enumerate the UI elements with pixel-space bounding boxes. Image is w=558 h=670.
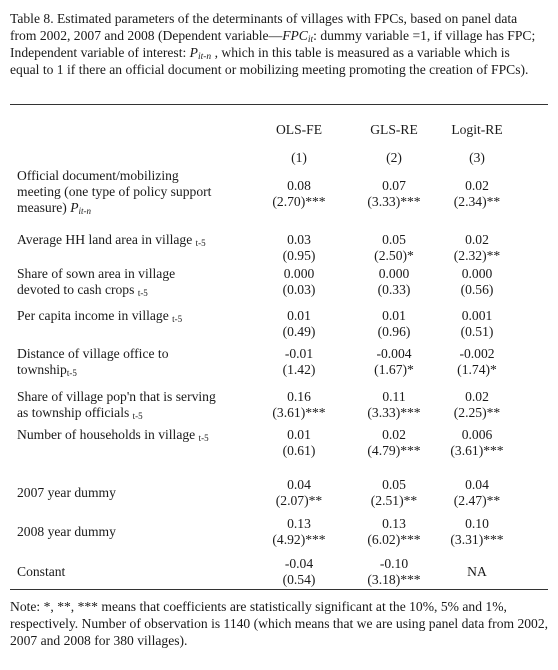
table-cell xyxy=(254,266,344,298)
coefficient: 0.01 xyxy=(287,427,311,442)
coefficient: 0.01 xyxy=(382,308,406,323)
caption-text-2: : dummy variable =1, if village has FPC; Independent variable of interest: xyxy=(10,28,536,60)
row-label: Share of sown area in village devoted to cash crops $_{t-5}$ xyxy=(17,266,176,298)
coefficient: 0.05 xyxy=(382,232,406,247)
table-cell xyxy=(349,346,439,378)
caption-text-1: Table 8. Estimated parameters of the determinants of villages with FPCs, based on panel data from 2002, 2007 and 2008 (Dependent variable— xyxy=(10,11,518,43)
coefficient: -0.04 xyxy=(284,556,314,571)
coefficient: 0.000 xyxy=(283,266,315,281)
table-cell xyxy=(432,477,522,509)
test-statistic: (3.31)*** xyxy=(450,532,504,547)
coefficient: 0.13 xyxy=(382,516,406,531)
coefficient: -0.10 xyxy=(379,556,409,571)
coefficient: 0.13 xyxy=(287,516,311,531)
coefficient: -0.002 xyxy=(459,346,495,361)
bottom-rule xyxy=(10,589,548,590)
table-cell xyxy=(254,178,344,210)
table-cell xyxy=(254,232,344,264)
row-label: Distance of village office to township$_{t-5}$ xyxy=(17,346,169,378)
column-header-gls-re: GLS-RE xyxy=(370,122,418,137)
column-number-1: (1) xyxy=(291,150,307,165)
test-statistic: (2.47)** xyxy=(453,493,501,508)
fpc-variable: $FPC_{it}$ xyxy=(282,28,314,45)
top-rule xyxy=(10,104,548,105)
column-number-2: (2) xyxy=(386,150,402,165)
table-cell xyxy=(254,477,344,509)
column-header-logit-re: Logit-RE xyxy=(451,122,503,137)
column-header-ols-fe: OLS-FE xyxy=(275,122,323,137)
test-statistic: (2.51)** xyxy=(370,493,418,508)
coefficient: 0.02 xyxy=(382,427,406,442)
coefficient: 0.000 xyxy=(461,266,493,281)
table-caption xyxy=(10,10,542,78)
coefficient: -0.01 xyxy=(284,346,314,361)
table-cell xyxy=(254,308,344,340)
test-statistic: (3.33)*** xyxy=(367,194,421,209)
table-cell xyxy=(254,516,344,548)
table-cell xyxy=(432,389,522,421)
test-statistic: (2.50)* xyxy=(374,248,414,263)
row-label: Constant xyxy=(17,564,66,579)
coefficient: 0.02 xyxy=(465,232,489,247)
table-cell xyxy=(349,516,439,548)
test-statistic: (3.33)*** xyxy=(367,405,421,420)
table-cell xyxy=(254,427,344,459)
test-statistic: (0.96) xyxy=(377,324,411,339)
test-statistic: (2.70)*** xyxy=(272,194,326,209)
row-label: Official document/mobilizing meeting (one type of policy support measure) $P_{it-n}$ xyxy=(17,168,212,216)
coefficient: 0.02 xyxy=(465,389,489,404)
test-statistic: (3.61)*** xyxy=(450,443,504,458)
table-cell xyxy=(432,178,522,210)
test-statistic: (2.32)** xyxy=(453,248,501,263)
row-label: Average HH land area in village $_{t-5}$ xyxy=(17,232,206,248)
table-cell xyxy=(349,178,439,210)
test-statistic: (0.03) xyxy=(282,282,316,297)
table-cell xyxy=(432,427,522,459)
table-cell xyxy=(349,232,439,264)
table-cell xyxy=(349,477,439,509)
coefficient: 0.001 xyxy=(461,308,493,323)
table-cell xyxy=(432,308,522,340)
table-cell xyxy=(254,389,344,421)
coefficient: 0.02 xyxy=(465,178,489,193)
table-cell xyxy=(432,564,522,580)
test-statistic: (0.51) xyxy=(460,324,494,339)
coefficient: 0.04 xyxy=(465,477,489,492)
coefficient: 0.16 xyxy=(287,389,311,404)
test-statistic: (0.95) xyxy=(282,248,316,263)
coefficient: 0.01 xyxy=(287,308,311,323)
test-statistic: (0.56) xyxy=(460,282,494,297)
coefficient: 0.11 xyxy=(382,389,406,404)
row-label: 2007 year dummy xyxy=(17,485,116,500)
coefficient: 0.08 xyxy=(287,178,311,193)
table-cell xyxy=(349,427,439,459)
coefficient: 0.05 xyxy=(382,477,406,492)
test-statistic: (3.18)*** xyxy=(367,572,421,587)
column-number-3: (3) xyxy=(469,150,485,165)
table-cell xyxy=(432,516,522,548)
coefficient: 0.10 xyxy=(465,516,489,531)
row-label: Number of households in village $_{t-5}$ xyxy=(17,427,209,443)
test-statistic: (4.79)*** xyxy=(367,443,421,458)
coefficient: 0.006 xyxy=(461,427,493,442)
caption-text-3: , which in this table is measured as a variable which is equal to 1 if there an official document or mobilizing meeting promoting the creation of FPCs). xyxy=(10,45,529,77)
p-variable: $P_{it-n}$ xyxy=(189,45,212,62)
test-statistic: (1.67)* xyxy=(374,362,414,377)
table-cell xyxy=(349,308,439,340)
test-statistic: (0.49) xyxy=(282,324,316,339)
coefficient: NA xyxy=(467,564,487,579)
coefficient: 0.04 xyxy=(287,477,311,492)
test-statistic: (4.92)*** xyxy=(272,532,326,547)
test-statistic: (3.61)*** xyxy=(272,405,326,420)
coefficient: 0.07 xyxy=(382,178,406,193)
coefficient: -0.004 xyxy=(376,346,412,361)
row-label: 2008 year dummy xyxy=(17,524,116,539)
table-cell xyxy=(349,389,439,421)
test-statistic: (6.02)*** xyxy=(367,532,421,547)
test-statistic: (1.74)* xyxy=(457,362,497,377)
table-cell xyxy=(349,266,439,298)
table-cell xyxy=(432,232,522,264)
table-cell xyxy=(349,556,439,588)
test-statistic: (2.34)** xyxy=(453,194,501,209)
row-label: Per capita income in village $_{t-5}$ xyxy=(17,308,183,324)
test-statistic: (0.54) xyxy=(282,572,316,587)
coefficient: 0.03 xyxy=(287,232,311,247)
row-label: Share of village pop'n that is serving as township officials $_{t-5}$ xyxy=(17,389,216,421)
test-statistic: (2.25)** xyxy=(453,405,501,420)
table-cell xyxy=(254,346,344,378)
table-cell xyxy=(254,556,344,588)
table-note: Note: *, **, *** means that coefficients are statistically significant at the 10%, 5% and 1%, respectively. Number of observation is 1140 (which means that we are using panel data from 2002, 2007 and 2008 for 380 villages). xyxy=(10,599,549,648)
table-cell xyxy=(432,266,522,298)
test-statistic: (0.33) xyxy=(377,282,411,297)
test-statistic: (2.07)** xyxy=(275,493,323,508)
test-statistic: (1.42) xyxy=(282,362,316,377)
coefficient: 0.000 xyxy=(378,266,410,281)
table-cell xyxy=(432,346,522,378)
test-statistic: (0.61) xyxy=(282,443,316,458)
